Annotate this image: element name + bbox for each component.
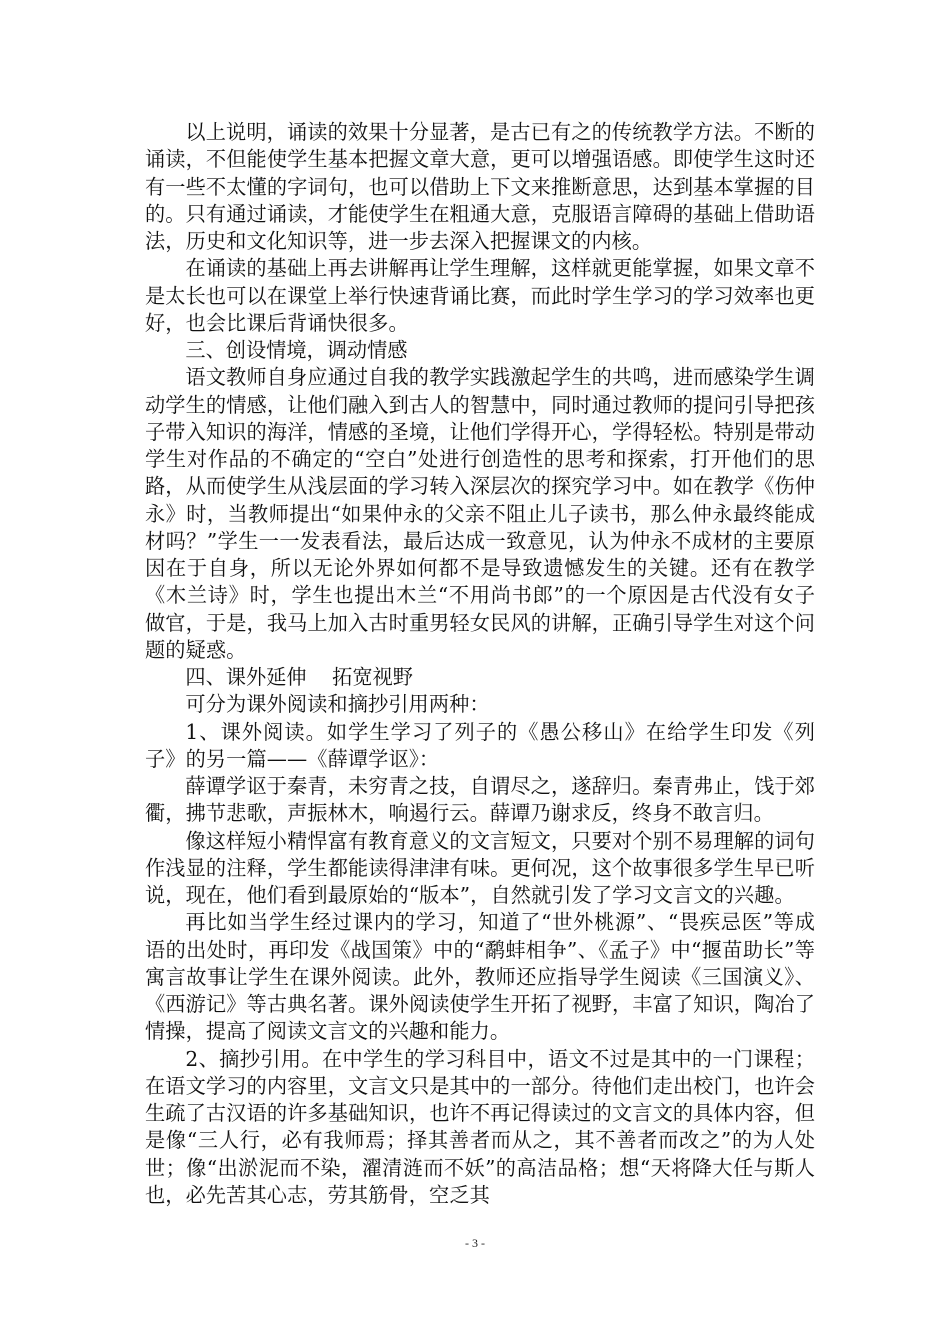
paragraph-idioms-reading: 再比如当学生经过课内的学习，知道了“世外桃源”、“畏疾忌医”等成语的出处时，再印发《战国策》中的“鹬蚌相争”、《孟子》中“揠苗助长”等寓言故事让学生在课外阅读。此外，教师还应指导学生阅读《三国演义》、《西游记》等古典名著。课外阅读使学生开拓了视野，丰富了知识，陶冶了情操，提高了阅读文言文的兴趣和能力。	[145, 910, 815, 1044]
paragraph-explanation-after-recitation: 在诵读的基础上再去讲解再让学生理解，这样就更能掌握，如果文章不是太长也可以在课堂上举行快速背诵比赛，而此时学生学习的学习效率也更好，也会比课后背诵快很多。	[145, 256, 815, 335]
section-heading-4: 四、课外延伸 拓宽视野	[185, 665, 413, 689]
paragraph-two-methods: 可分为课外阅读和摘抄引用两种：	[185, 692, 490, 717]
paragraph-excerpt-quote: 2、摘抄引用。在中学生的学习科目中，语文不过是其中的一门课程；在语文学习的内容里，文言文只是其中的一部分。待他们走出校门，也许会生疏了古汉语的许多基础知识，也许不再记得读过的文言文的具体内容，但是像“三人行，必有我师焉；择其善者而从之，其不善者而改之”的为人处世；像“出淤泥而不染，濯清涟而不妖”的高洁品格；想“天将降大任与斯人也，必先苦其心志，劳其筋骨，空乏其	[145, 1046, 815, 1207]
paragraph-teacher-emotion: 语文教师自身应通过自我的教学实践激起学生的共鸣，进而感染学生调动学生的情感，让他们融入到古人的智慧中，同时通过教师的提问引导把孩子带入知识的海洋，情感的圣境，让他们学得开心，学得轻松。特别是带动学生对作品的不确定的“空白”处进行创造性的思考和探索，打开他们的思路，从而使学生从浅层面的学习转入深层次的探究学习中。如在教学《伤仲永》时，当教师提出“如果仲永的父亲不阻止儿子读书，那么仲永最终能成材吗？”学生一一发表看法，最后达成一致意见，认为仲永不成材的主要原因在于自身，所以无论外界如何都不是导致遗憾发生的关键。还有在教学《木兰诗》时，学生也提出木兰“不用尚书郎”的一个原因是古代没有女子做官，于是，我马上加入古时重男轻女民风的讲解，正确引导学生对这个问题的疑惑。	[145, 365, 815, 662]
page-body	[145, 119, 815, 1209]
paragraph-short-texts: 像这样短小精悍富有教育意义的文言短文，只要对个别不易理解的词句作浅显的注释，学生都能读得津津有味。更何况，这个故事很多学生早已听说，现在，他们看到最原始的“版本”，自然就引发了学习文言文的兴趣。	[145, 828, 815, 907]
paragraph-extracurricular-reading: 1、课外阅读。如学生学习了列子的《愚公移山》在给学生印发《列子》的另一篇——《薛谭学讴》：	[145, 719, 815, 771]
page-number: - 3 -	[465, 1236, 485, 1250]
section-heading-3: 三、创设情境，调动情感	[185, 338, 408, 362]
paragraph-recitation-summary: 以上说明，诵读的效果十分显著，是古已有之的传统教学方法。不断的诵读，不但能使学生基本把握文章大意，更可以增强语感。即使学生这时还有一些不太懂的字词句，也可以借助上下文来推断意思，达到基本掌握的目的。只有通过诵读，才能使学生在粗通大意，克服语言障碍的基础上借助语法，历史和文化知识等，进一步去深入把握课文的内核。	[145, 120, 815, 253]
paragraph-classical-excerpt: 薛谭学讴于秦青，未穷青之技，自谓尽之，遂辞归。秦青弗止，饯于郊衢，拂节悲歌，声振林木，响遏行云。薛谭乃谢求反，终身不敢言归。	[145, 774, 815, 826]
